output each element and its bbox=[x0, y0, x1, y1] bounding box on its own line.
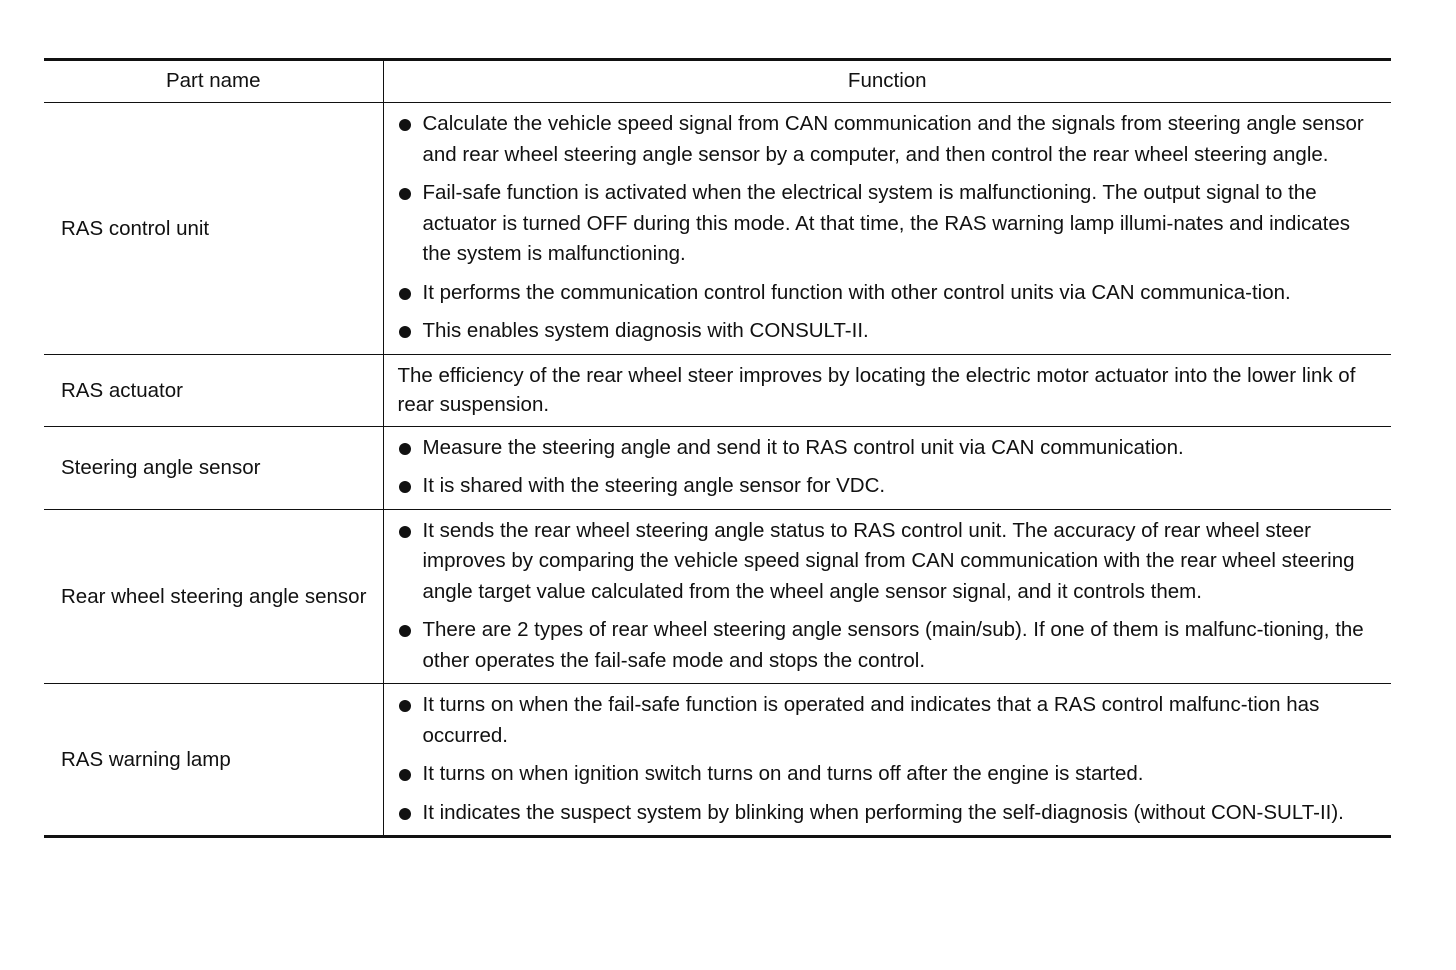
part-name-cell: Rear wheel steering angle sensor bbox=[44, 509, 383, 684]
function-cell bbox=[383, 684, 1391, 837]
bullet-icon bbox=[399, 700, 411, 712]
part-name-cell: Steering angle sensor bbox=[44, 426, 383, 509]
bullet-icon bbox=[399, 526, 411, 538]
function-bullet-list bbox=[398, 516, 1382, 677]
parts-function-table bbox=[44, 58, 1391, 838]
bullet-icon bbox=[399, 625, 411, 637]
bullet-icon bbox=[399, 188, 411, 200]
function-text: The efficiency of the rear wheel steer improves by locating the electric motor actuator into the lower link of rear suspension. bbox=[397, 363, 1356, 416]
part-name-cell: RAS actuator bbox=[44, 354, 383, 426]
function-bullet-list bbox=[398, 690, 1382, 828]
bullet-icon bbox=[399, 769, 411, 781]
part-name-cell: RAS warning lamp bbox=[44, 684, 383, 837]
bullet-text: It performs the communication control function with other control units via CAN communica-tion. bbox=[422, 280, 1291, 304]
bullet-icon bbox=[399, 119, 411, 131]
bullet-text: It turns on when ignition switch turns on and turns off after the engine is started. bbox=[422, 762, 1144, 785]
function-bullet bbox=[398, 690, 1382, 751]
bullet-text: Measure the steering angle and send it to RAS control unit via CAN communication. bbox=[422, 435, 1184, 459]
bullet-icon bbox=[399, 481, 411, 493]
function-bullet-list bbox=[398, 109, 1382, 347]
function-bullet bbox=[398, 316, 1382, 347]
function-cell bbox=[383, 426, 1391, 509]
function-bullet bbox=[398, 471, 1382, 502]
bullet-icon bbox=[399, 326, 411, 338]
bullet-text: It sends the rear wheel steering angle status to RAS control unit. The accuracy of rear wheel steer improves by comparing the vehicle speed signal from CAN communication with the rear wheel steering angle target value calculated from the wheel angle sensor signal, and it controls them. bbox=[422, 518, 1355, 603]
function-cell bbox=[383, 509, 1391, 684]
bullet-text: Fail-safe function is activated when the electrical system is malfunctioning. The output signal to the actuator is turned OFF during this mode. At that time, the RAS warning lamp illumi-nates and indicates the system is malfunctioning. bbox=[422, 181, 1350, 265]
function-bullet bbox=[398, 615, 1382, 676]
table-row bbox=[44, 354, 1391, 426]
bullet-text: It turns on when the fail-safe function is operated and indicates that a RAS control malfunc-tion has occurred. bbox=[422, 693, 1320, 747]
bullet-text: It indicates the suspect system by blinking when performing the self-diagnosis (without CON-SULT-II). bbox=[422, 800, 1344, 824]
bullet-icon bbox=[399, 443, 411, 455]
function-bullet bbox=[398, 433, 1382, 464]
function-bullet bbox=[398, 278, 1382, 309]
function-bullet bbox=[398, 798, 1382, 829]
table-row bbox=[44, 509, 1391, 684]
bullet-text: There are 2 types of rear wheel steering angle sensors (main/sub). If one of them is malfunc-tioning, the other operates the fail-safe mode and stops the control. bbox=[422, 618, 1364, 672]
part-name-cell: RAS control unit bbox=[44, 103, 383, 355]
bullet-text: It is shared with the steering angle sensor for VDC. bbox=[422, 474, 886, 497]
function-bullet bbox=[398, 516, 1382, 608]
table-row bbox=[44, 684, 1391, 837]
function-bullet-list bbox=[398, 433, 1382, 502]
header-part-name: Part name bbox=[44, 60, 383, 103]
bullet-icon bbox=[399, 288, 411, 300]
function-cell bbox=[383, 103, 1391, 355]
bullet-icon bbox=[399, 808, 411, 820]
function-cell bbox=[383, 354, 1391, 426]
bullet-text: This enables system diagnosis with CONSULT-II. bbox=[422, 319, 869, 342]
function-bullet bbox=[398, 759, 1382, 790]
function-bullet bbox=[398, 109, 1382, 170]
document-page bbox=[44, 58, 1391, 838]
function-bullet bbox=[398, 178, 1382, 270]
table-header-row bbox=[44, 60, 1391, 103]
table-row bbox=[44, 103, 1391, 355]
table-row bbox=[44, 426, 1391, 509]
bullet-text: Calculate the vehicle speed signal from CAN communication and the signals from steering angle sensor and rear wheel steering angle sensor by a computer, and then control the rear wheel steering angle. bbox=[422, 112, 1364, 166]
header-function: Function bbox=[383, 60, 1391, 103]
